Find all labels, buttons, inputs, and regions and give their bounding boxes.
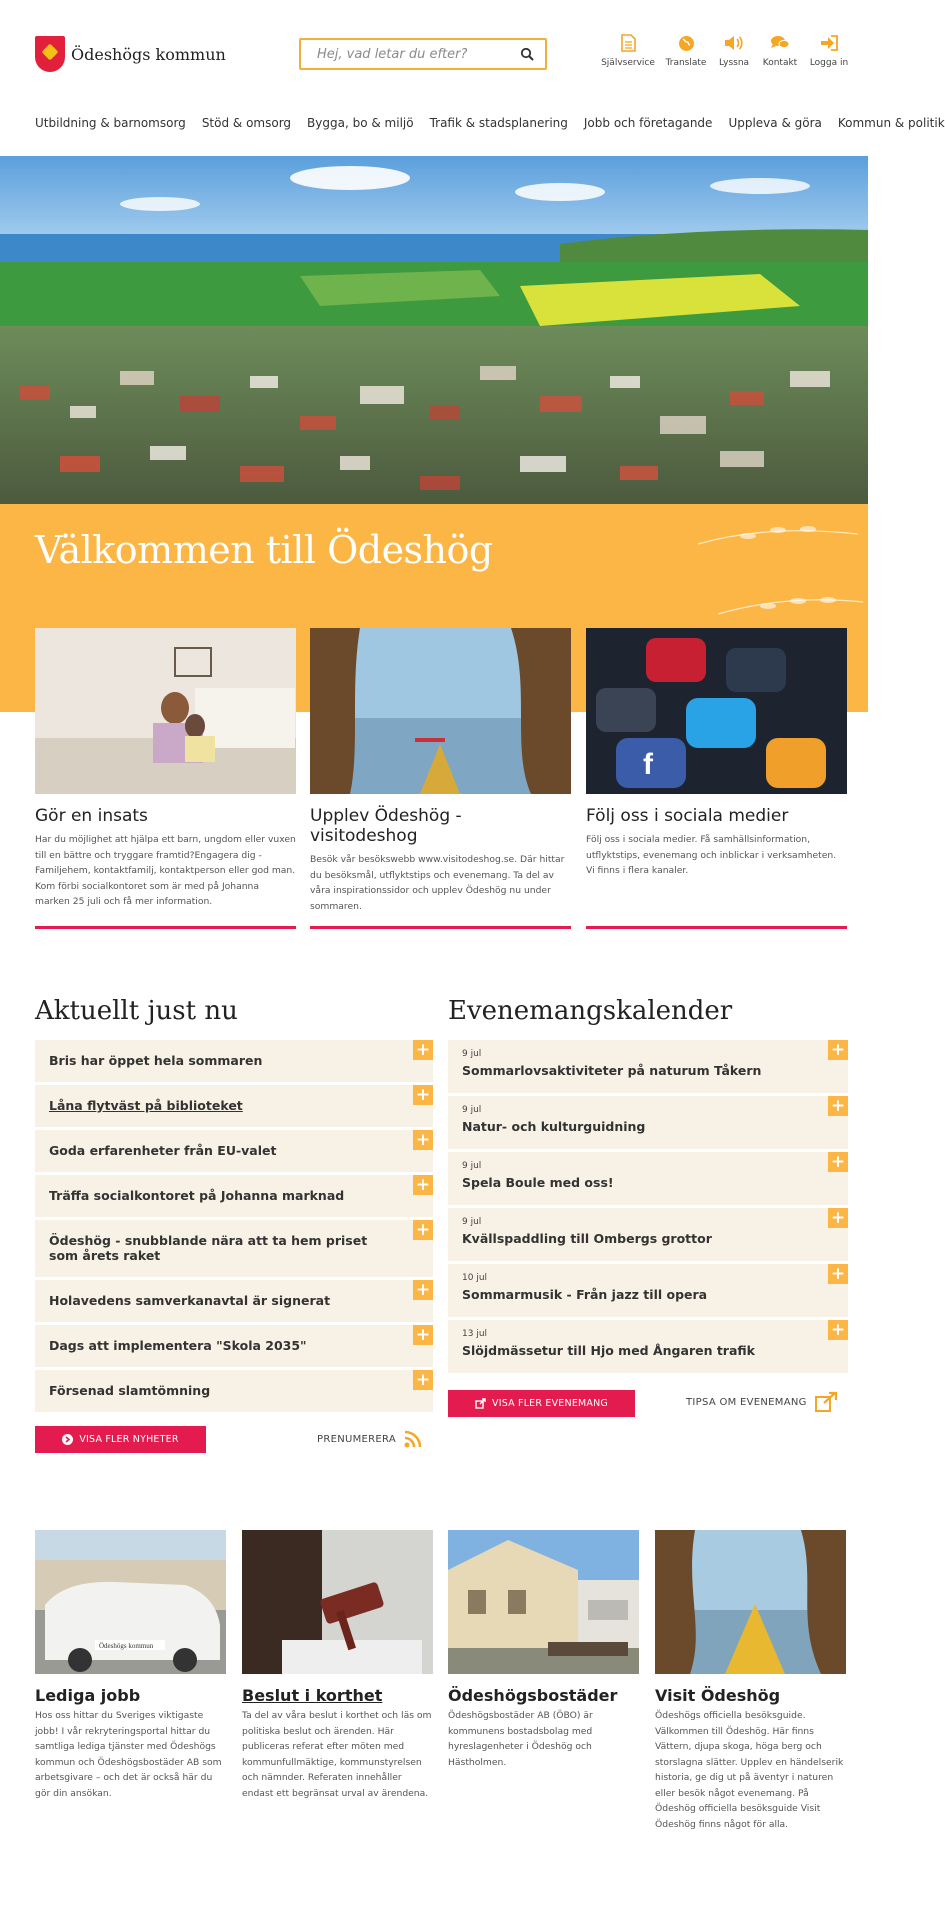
card-title[interactable]: Lediga jobb	[35, 1686, 141, 1705]
event-date: 13 jul	[462, 1329, 488, 1339]
event-item[interactable]	[448, 1152, 848, 1205]
plus-icon[interactable]: +	[413, 1325, 433, 1345]
event-title[interactable]: Kvällspaddling till Ombergs grottor	[462, 1231, 712, 1246]
news-item[interactable]	[35, 1325, 433, 1368]
plus-icon[interactable]: +	[828, 1264, 848, 1284]
event-title[interactable]: Sommarmusik - Från jazz till opera	[462, 1287, 708, 1302]
login-icon	[820, 34, 838, 52]
bottom-card-decisions[interactable]	[242, 1530, 433, 1801]
news-item[interactable]	[35, 1280, 433, 1323]
event-date: 10 jul	[462, 1273, 488, 1283]
plus-icon[interactable]: +	[828, 1096, 848, 1116]
nav-item-traffic[interactable]: Trafik & stadsplanering	[429, 116, 568, 130]
site-header	[0, 0, 945, 156]
nav-item-experience[interactable]: Uppleva & göra	[728, 116, 822, 130]
logo[interactable]	[35, 36, 226, 72]
card-text: Ödeshögs officiella besöksguide. Välkommen till Ödeshög. Här finns Vättern, djupa skoga, höga berg och storslagna slätter. Upplev en händelserik historia, ge dig ut på äventyr i naturen eller besök något evenemang. På Ödeshög officiella besöksguide Visit Ödeshög finns något för alla.	[655, 1710, 844, 1830]
news-heading: Aktuellt just nu	[35, 996, 238, 1026]
subscribe-link[interactable]	[317, 1430, 422, 1448]
plus-icon[interactable]: +	[828, 1208, 848, 1228]
news-item-title[interactable]: Låna flytväst på biblioteket	[49, 1098, 243, 1113]
event-item[interactable]	[448, 1096, 848, 1149]
nav-item-education[interactable]: Utbildning & barnomsorg	[35, 116, 186, 130]
news-item-title[interactable]: Ödeshög - snubblande nära att ta hem priset som årets raket	[49, 1233, 368, 1263]
card-text: Ta del av våra beslut i korthet och läs om politiska beslut och ärenden. Här publiceras referat efter möten med kommunfullmäktige, kommunstyrelsen och nämnder. Referaten innehåller endast ett begränsat urval av ärendena.	[242, 1710, 432, 1799]
more-news-button[interactable]	[35, 1426, 206, 1453]
card-image	[310, 628, 571, 794]
globe-icon	[677, 34, 695, 52]
event-item[interactable]	[448, 1320, 848, 1373]
card-divider	[35, 926, 296, 929]
subscribe-label: PRENUMERERA	[317, 1433, 396, 1445]
search-placeholder: Hej, vad letar du efter?	[317, 47, 468, 62]
utility-label: Lyssna	[718, 58, 750, 68]
event-date: 9 jul	[462, 1049, 482, 1059]
event-title[interactable]: Natur- och kulturguidning	[462, 1119, 646, 1134]
news-item[interactable]	[35, 1370, 433, 1413]
card-text: Hos oss hittar du Sveriges viktigaste jobb! I vår rekryteringsportal hittar du samtliga lediga tjänster med Ödeshögs kommun och Ödeshögsbostäder AB som arbetsgivare – och det är också här du gör din ansökan.	[35, 1710, 222, 1799]
card-image	[242, 1530, 433, 1674]
news-item-title[interactable]: Dags att implementera "Skola 2035"	[49, 1338, 307, 1353]
plus-icon[interactable]: +	[413, 1040, 433, 1060]
logo-text: Ödeshögs kommun	[71, 44, 226, 64]
speaker-icon	[725, 34, 743, 52]
plus-icon[interactable]: +	[413, 1280, 433, 1300]
coat-of-arms-icon	[35, 36, 65, 72]
more-events-button[interactable]	[448, 1390, 635, 1417]
plus-icon[interactable]: +	[413, 1175, 433, 1195]
event-date: 9 jul	[462, 1105, 482, 1115]
card-text: Följ oss i sociala medier. Få samhällsinformation, utflyktstips, evenemang och inblickar i verksamheten. Vi finns i flera kanaler.	[586, 834, 837, 876]
card-image	[448, 1530, 639, 1674]
card-image	[35, 1530, 226, 1674]
bottom-card-jobs[interactable]	[35, 1530, 226, 1801]
welcome-title: Välkommen till Ödeshög	[35, 528, 493, 572]
news-item-title[interactable]: Holavedens samverkanavtal är signerat	[49, 1293, 331, 1308]
utility-label: Logga in	[809, 58, 849, 68]
event-item[interactable]	[448, 1040, 848, 1093]
svg-text:f: f	[643, 748, 653, 781]
hero-image	[0, 156, 868, 504]
card-divider	[586, 926, 847, 929]
arrow-circle-icon	[62, 1434, 73, 1445]
utility-label: Translate	[665, 58, 707, 68]
external-link-icon	[475, 1398, 486, 1409]
more-events-label: VISA FLER EVENEMANG	[492, 1398, 608, 1409]
card-text: Besök vår besökswebb www.visitodeshog.se. Där hittar du besöksmål, utflyktstips och evenemang. Ta del av våra inspirationssidor och upplev Ödeshög nu under sommaren.	[310, 854, 565, 912]
card-title[interactable]: Ödeshögsbostäder	[448, 1686, 618, 1705]
card-title[interactable]: Följ oss i sociala medier	[586, 806, 789, 826]
search-input[interactable]	[299, 38, 547, 70]
news-item[interactable]	[35, 1175, 433, 1218]
bottom-card-housing[interactable]	[448, 1530, 639, 1770]
news-item[interactable]	[35, 1040, 433, 1083]
event-item[interactable]	[448, 1264, 848, 1317]
plus-icon[interactable]: +	[413, 1085, 433, 1105]
news-item[interactable]	[35, 1130, 433, 1173]
external-link-icon	[815, 1392, 837, 1412]
news-item[interactable]	[35, 1085, 433, 1128]
event-title[interactable]: Spela Boule med oss!	[462, 1175, 614, 1190]
events-heading: Evenemangskalender	[448, 996, 733, 1026]
more-news-label: VISA FLER NYHETER	[79, 1434, 179, 1445]
news-item-title[interactable]: Träffa socialkontoret på Johanna marknad	[49, 1188, 345, 1203]
utility-label: Kontakt	[762, 58, 798, 68]
card-title[interactable]: Upplev Ödeshög - visitodeshog	[310, 806, 462, 846]
nav-item-building[interactable]: Bygga, bo & miljö	[307, 116, 414, 130]
plus-icon[interactable]: +	[828, 1040, 848, 1060]
card-title[interactable]: Visit Ödeshög	[655, 1686, 781, 1705]
card-image	[35, 628, 296, 794]
news-item-title[interactable]: Bris har öppet hela sommaren	[49, 1053, 263, 1068]
card-title[interactable]: Beslut i korthet	[242, 1686, 383, 1705]
news-item[interactable]	[35, 1220, 433, 1278]
rss-icon	[404, 1430, 422, 1448]
utility-login[interactable]	[799, 34, 859, 68]
event-title[interactable]: Slöjdmässetur till Hjo med Ångaren trafik	[462, 1343, 755, 1358]
card-volunteer[interactable]	[35, 628, 296, 910]
card-image	[655, 1530, 846, 1674]
tip-event-link[interactable]	[686, 1392, 837, 1412]
main-nav	[35, 116, 945, 130]
event-title[interactable]: Sommarlovsaktiviteter på naturum Tåkern	[462, 1063, 762, 1078]
plus-icon[interactable]: +	[413, 1370, 433, 1390]
card-text: Ödeshögsbostäder AB (ÖBO) är kommunens bostadsbolag med hyreslagenheter i Ödeshög och Hästholmen.	[448, 1710, 593, 1768]
news-item-title[interactable]: Försenad slamtömning	[49, 1383, 211, 1398]
tip-event-label: TIPSA OM EVENEMANG	[686, 1396, 807, 1408]
card-text: Har du möjlighet att hjälpa ett barn, ungdom eller vuxen till en bättre och tryggare framtid?Engagera dig - Familjehem, kontaktfamilj, kontaktperson eller god man. Kom förbi socialkontoret som är med på Johanna marken 25 juli och få mer information.	[35, 834, 296, 907]
card-image	[586, 628, 847, 794]
chat-icon	[771, 34, 789, 52]
wheat-decoration-icon	[688, 514, 868, 634]
plus-icon[interactable]: +	[413, 1220, 433, 1240]
utility-label: Självservice	[601, 58, 655, 68]
event-item[interactable]	[448, 1208, 848, 1261]
nav-item-business[interactable]: Jobb och företagande	[583, 116, 713, 130]
svg-text:Ödeshögs kommun: Ödeshögs kommun	[99, 1642, 154, 1650]
plus-icon[interactable]: +	[828, 1320, 848, 1340]
nav-item-politics[interactable]: Kommun & politik	[837, 116, 945, 130]
search-icon[interactable]	[520, 47, 534, 61]
bottom-card-visit[interactable]	[655, 1530, 846, 1832]
plus-icon[interactable]: +	[828, 1152, 848, 1172]
news-item-title[interactable]: Goda erfarenheter från EU-valet	[49, 1143, 277, 1158]
document-icon	[619, 34, 637, 52]
event-date: 9 jul	[462, 1217, 482, 1227]
utility-self-service[interactable]	[598, 34, 658, 68]
card-divider	[310, 926, 571, 929]
card-title[interactable]: Gör en insats	[35, 806, 148, 826]
nav-item-care[interactable]: Stöd & omsorg	[201, 116, 292, 130]
card-visit[interactable]	[310, 628, 571, 914]
plus-icon[interactable]: +	[413, 1130, 433, 1150]
card-social[interactable]	[586, 628, 847, 879]
event-date: 9 jul	[462, 1161, 482, 1171]
